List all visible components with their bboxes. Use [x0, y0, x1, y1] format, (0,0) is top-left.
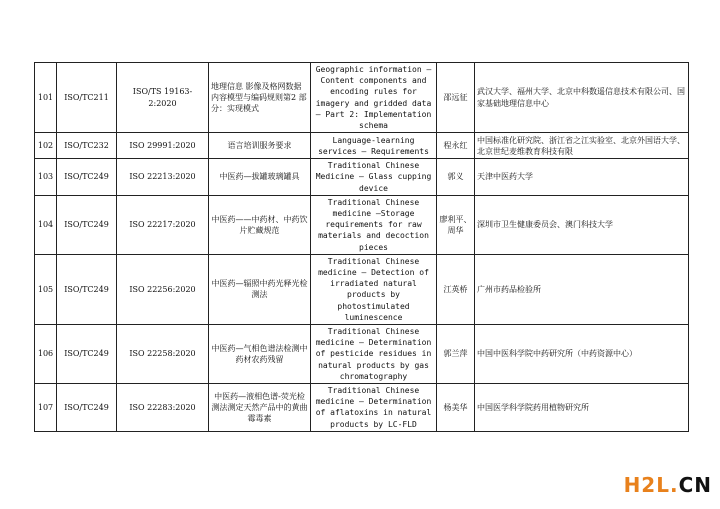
table-row [35, 325, 689, 384]
table-row [35, 384, 689, 432]
row-number: 104 [35, 195, 57, 254]
row-number: 106 [35, 325, 57, 384]
standard-number: ISO/TS 19163-2:2020 [117, 63, 209, 133]
technical-committee: ISO/TC249 [57, 254, 117, 324]
person: 郭义 [437, 159, 475, 196]
person: 廖利平、周华 [437, 195, 475, 254]
chinese-name: 中医药—气相色谱法检测中药材农药残留 [209, 325, 311, 384]
table-row [35, 159, 689, 196]
person: 郭兰萍 [437, 325, 475, 384]
person: 程永红 [437, 133, 475, 159]
person: 杨美华 [437, 384, 475, 432]
table-row [35, 195, 689, 254]
organization: 中国标准化研究院、浙江省之江实验室、北京外国语大学、北京世纪麦维教育科技有限 [475, 133, 689, 159]
organization: 广州市药品检验所 [475, 254, 689, 324]
table-row [35, 63, 689, 133]
standard-number: ISO 22283:2020 [117, 384, 209, 432]
english-name: Traditional Chinese medicine — Detection of irradiated natural products by photostimulated luminescence [311, 254, 437, 324]
person: 江英桥 [437, 254, 475, 324]
technical-committee: ISO/TC211 [57, 63, 117, 133]
technical-committee: ISO/TC232 [57, 133, 117, 159]
english-name: Geographic information — Content components and encoding rules for imagery and gridded data — Part 2: Implementation schema [311, 63, 437, 133]
technical-committee: ISO/TC249 [57, 325, 117, 384]
watermark-logo [624, 473, 712, 497]
standard-number: ISO 22256:2020 [117, 254, 209, 324]
chinese-name: 中医药—辐照中药光释光检测法 [209, 254, 311, 324]
english-name: Traditional Chinese medicine — Determination of pesticide residues in natural products by gas chromatography [311, 325, 437, 384]
technical-committee: ISO/TC249 [57, 384, 117, 432]
logo-dot: . [669, 473, 679, 497]
organization: 中国中医科学院中药研究所（中药资源中心） [475, 325, 689, 384]
logo-h2l: H2L [623, 473, 670, 497]
table-row [35, 254, 689, 324]
row-number: 101 [35, 63, 57, 133]
chinese-name: 中医药——中药材、中药饮片贮藏规范 [209, 195, 311, 254]
english-name: Language-learning services — Requirements [311, 133, 437, 159]
row-number: 105 [35, 254, 57, 324]
english-name: Traditional Chinese medicine — Determination of aflatoxins in natural products by LC-FLD [311, 384, 437, 432]
person: 邵远征 [437, 63, 475, 133]
english-name: Traditional Chinese Medicine — Glass cupping device [311, 159, 437, 196]
chinese-name: 语言培训服务要求 [209, 133, 311, 159]
chinese-name: 中医药—拔罐玻璃罐具 [209, 159, 311, 196]
row-number: 103 [35, 159, 57, 196]
standard-number: ISO 22258:2020 [117, 325, 209, 384]
organization: 深圳市卫生健康委员会、澳门科技大学 [475, 195, 689, 254]
technical-committee: ISO/TC249 [57, 159, 117, 196]
chinese-name: 地理信息 影像及格网数据内容模型与编码规则第2 部分：实现模式 [209, 63, 311, 133]
logo-cn: CN [678, 473, 712, 497]
organization: 武汉大学、福州大学、北京中科数遥信息技术有限公司、国家基础地理信息中心 [475, 63, 689, 133]
chinese-name: 中医药—液相色谱-荧光检测法测定天然产品中的黄曲霉毒素 [209, 384, 311, 432]
table-row [35, 133, 689, 159]
standards-table [34, 62, 689, 432]
technical-committee: ISO/TC249 [57, 195, 117, 254]
row-number: 107 [35, 384, 57, 432]
organization: 中国医学科学院药用植物研究所 [475, 384, 689, 432]
row-number: 102 [35, 133, 57, 159]
standard-number: ISO 22217:2020 [117, 195, 209, 254]
english-name: Traditional Chinese medicine —Storage requirements for raw materials and decoction pieces [311, 195, 437, 254]
standard-number: ISO 22213:2020 [117, 159, 209, 196]
standard-number: ISO 29991:2020 [117, 133, 209, 159]
organization: 天津中医药大学 [475, 159, 689, 196]
